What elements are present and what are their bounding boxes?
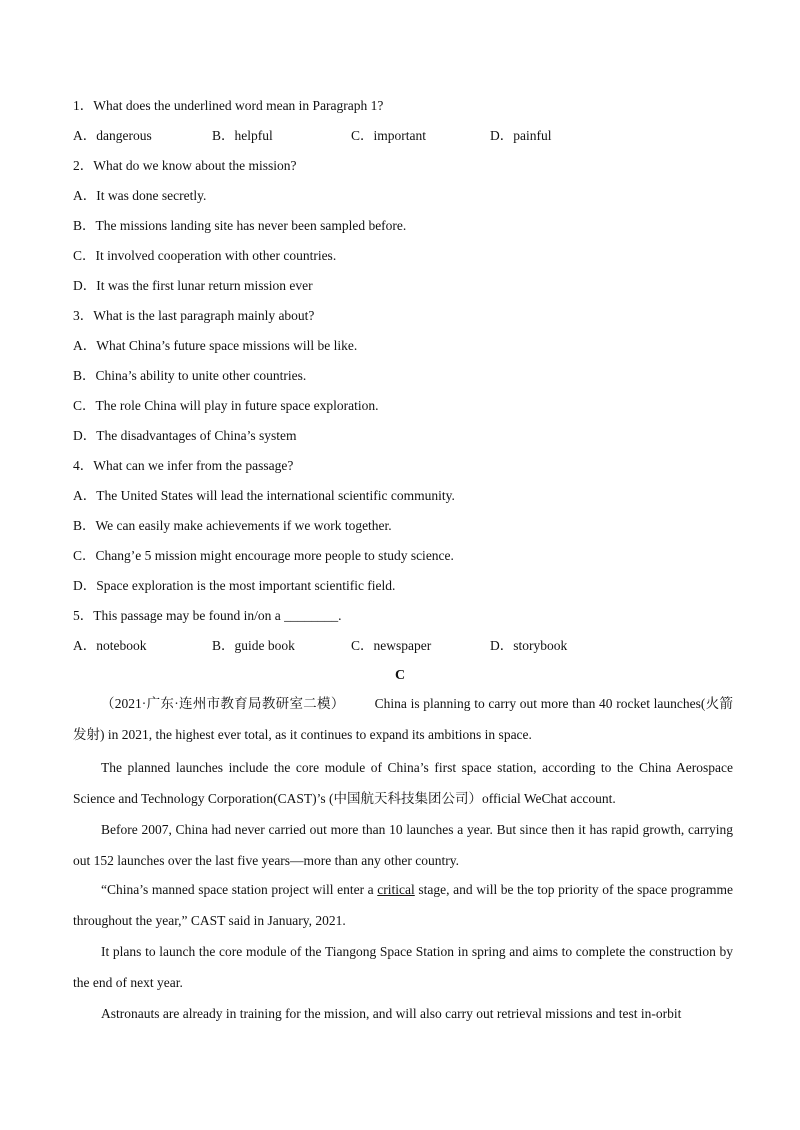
question-5-option-a: A．notebook	[73, 638, 147, 653]
question-4-option-b: B．We can easily make achievements if we work together.	[73, 518, 392, 533]
question-1-option-a: A．dangerous	[73, 128, 152, 143]
question-5-stem: 5．This passage may be found in/on a ________.	[73, 608, 342, 623]
passage-paragraph-6: Astronauts are already in training for the mission, and will also carry out retrieval missions and test in-orbit	[101, 1006, 682, 1021]
passage-paragraph-4	[73, 874, 733, 936]
question-1-option-b: B．helpful	[212, 128, 273, 143]
passage-paragraph-5: It plans to launch the core module of the Tiangong Space Station in spring and aims to complete the construction by the end of next year.	[73, 944, 733, 990]
question-2-option-a: A．It was done secretly.	[73, 188, 207, 203]
question-4-option-a: A．The United States will lead the international scientific community.	[73, 488, 455, 503]
question-3-option-c: C．The role China will play in future space exploration.	[73, 398, 379, 413]
question-5-option-c: C．newspaper	[351, 638, 432, 653]
question-1-stem: 1．What does the underlined word mean in Paragraph 1?	[73, 98, 384, 113]
question-5-option-d: D．storybook	[490, 638, 568, 653]
section-heading: C	[394, 668, 406, 683]
underlined-word: critical	[377, 882, 415, 897]
passage-paragraph-4-start: “China’s manned space station project will enter a	[101, 882, 378, 897]
question-1-option-c: C．important	[351, 128, 426, 143]
question-3-option-d: D．The disadvantages of China’s system	[73, 428, 297, 443]
passage-paragraph-2: The planned launches include the core module of China’s first space station, according to the China Aerospace Science and Technology Corporation(CAST)’s (中国航天科技集团公司）official WeChat account.	[73, 760, 733, 806]
question-4-option-d: D．Space exploration is the most important scientific field.	[73, 578, 396, 593]
question-4-option-c: C．Chang’e 5 mission might encourage more people to study science.	[73, 548, 454, 563]
passage-paragraph-1-text: China is planning to carry out more than 40 rocket launches(火箭发射) in 2021, the highest ever total, as it continues to expand its ambitions in space.	[73, 696, 733, 742]
question-3-option-a: A．What China’s future space missions will be like.	[73, 338, 358, 353]
question-2-option-b: B．The missions landing site has never been sampled before.	[73, 218, 407, 233]
question-4-stem: 4．What can we infer from the passage?	[73, 458, 294, 473]
question-3-stem: 3．What is the last paragraph mainly about?	[73, 308, 315, 323]
passage-paragraph-3: Before 2007, China had never carried out more than 10 launches a year. But since then it has rapid growth, carrying out 152 launches over the last five years—more than any other country.	[73, 822, 733, 868]
question-3-option-b: B．China’s ability to unite other countries.	[73, 368, 307, 383]
passage-source: （2021·广东·连州市教育局教研室二模）	[101, 696, 345, 711]
question-2-option-c: C．It involved cooperation with other countries.	[73, 248, 337, 263]
question-2-option-d: D．It was the first lunar return mission ever	[73, 278, 313, 293]
passage-paragraph-1	[73, 688, 733, 750]
question-2-stem: 2．What do we know about the mission?	[73, 158, 297, 173]
passage-paragraph-4-end: stage, and will be the top priority of the space programme throughout the year,” CAST said in January, 2021.	[73, 882, 733, 928]
question-5-option-b: B．guide book	[212, 638, 295, 653]
question-1-option-d: D．painful	[490, 128, 552, 143]
